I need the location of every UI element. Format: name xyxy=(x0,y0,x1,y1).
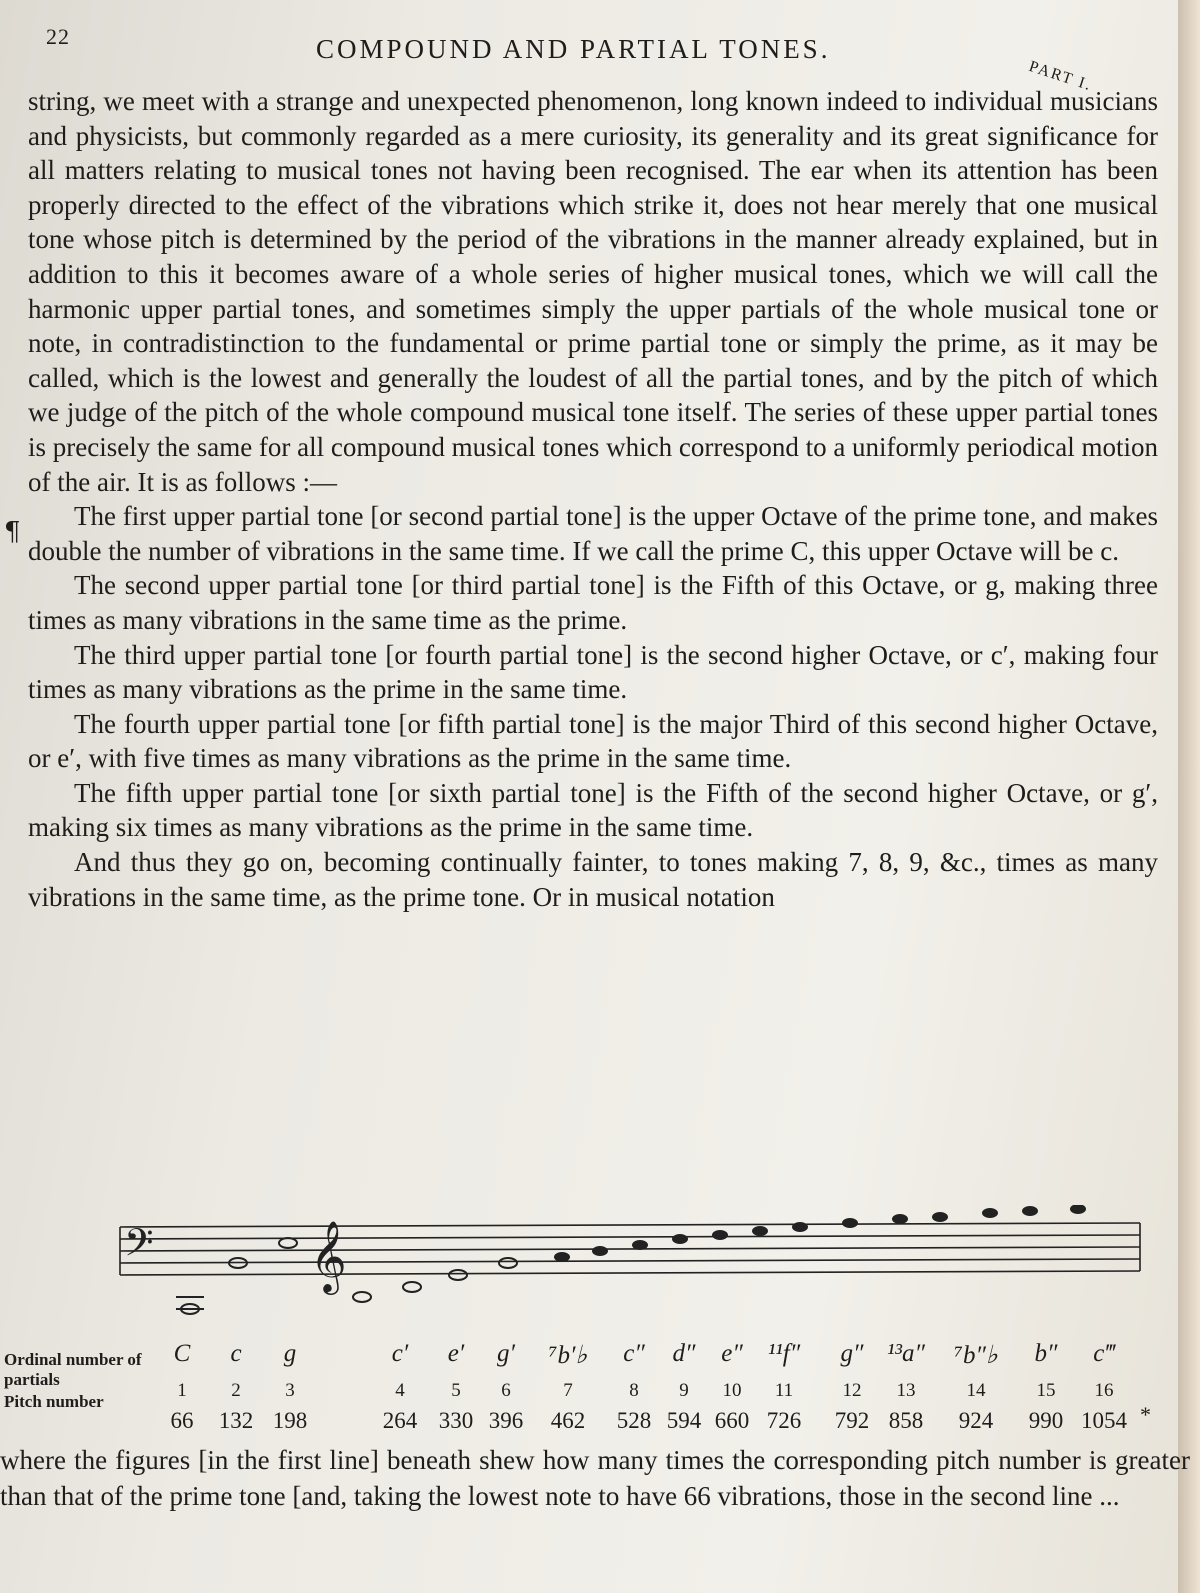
partial-ordinal: 9 xyxy=(679,1380,689,1401)
partial-note-name: ¹¹f″ xyxy=(767,1340,801,1367)
paragraph-fourth-partial: The fourth upper partial tone [or fifth partial tone] is the major Third of this second higher Octave, or e′, with five times as many vibrations as the prime in the same time. xyxy=(28,708,1158,774)
partial-note-name: ⁷b″♭ xyxy=(954,1342,998,1369)
partial-pitch-number: 132 xyxy=(218,1408,254,1433)
partial-ordinal: 14 xyxy=(966,1380,986,1401)
partial-pitch-number: 990 xyxy=(1028,1408,1064,1433)
partial-ordinal: 8 xyxy=(629,1380,639,1401)
partial-note-name: ¹³a″ xyxy=(887,1340,925,1367)
partial-note-name: C xyxy=(173,1340,191,1367)
partial-note-name: c xyxy=(230,1340,242,1367)
partial-note-name: c″ xyxy=(623,1340,645,1367)
partial-pitch-number: 660 xyxy=(714,1408,750,1433)
partial-pitch-number: 330 xyxy=(438,1408,474,1433)
paragraph-third-partial: The third upper partial tone [or fourth partial tone] is the second higher Octave, or c′, making four times as many vibrations as the prime in the same time. xyxy=(28,639,1158,705)
paragraph-mark: ¶ xyxy=(4,517,21,547)
partial-note-name: g xyxy=(283,1340,297,1367)
paragraph-explanation: where the figures [in the first line] beneath shew how many times the corresponding pitch number is greater than that of the prime tone [and, taking the lowest note to have 66 vibrations, those in the second line ... xyxy=(0,1445,1190,1511)
partial-note-name: e″ xyxy=(721,1340,743,1367)
part-label: PART I. xyxy=(1026,58,1095,95)
partial-pitch-number: 198 xyxy=(272,1408,308,1433)
pitch-label: Pitch number xyxy=(4,1392,104,1411)
partial-pitch-number: 726 xyxy=(766,1408,802,1433)
partial-note-name: c′ xyxy=(391,1340,409,1367)
partial-ordinal: 6 xyxy=(501,1380,511,1401)
partial-note-name: b″ xyxy=(1034,1340,1058,1367)
partial-ordinal: 2 xyxy=(231,1380,241,1401)
paragraph-second-partial: The second upper partial tone [or third partial tone] is the Fifth of this Octave, or g, making three times as many vibrations in the same time as the prime. xyxy=(28,570,1158,635)
partial-ordinal: 5 xyxy=(451,1380,461,1401)
partial-ordinal: 15 xyxy=(1036,1380,1056,1401)
running-title: COMPOUND AND PARTIAL TONES. xyxy=(316,34,831,64)
asterisk-note: * xyxy=(1140,1402,1151,1427)
partial-pitch-number: 594 xyxy=(666,1408,702,1433)
partial-pitch-number: 792 xyxy=(834,1408,870,1433)
paragraph-notation-intro: And thus they go on, becoming continually fainter, to tones making 7, 8, 9, &c., times as many vibrations in the same time, as the prime tone. Or in musical notation xyxy=(28,847,1158,912)
partial-ordinal: 12 xyxy=(842,1380,862,1401)
page-number: 22 xyxy=(46,24,70,49)
musical-notation xyxy=(110,1205,1150,1325)
treble-clef-icon: 𝄞 xyxy=(310,1219,347,1292)
partial-ordinal: 1 xyxy=(177,1380,187,1401)
partial-ordinal: 3 xyxy=(285,1380,295,1401)
partial-ordinal: 10 xyxy=(722,1380,742,1401)
partials-table xyxy=(0,1330,1200,1440)
bass-clef-icon: 𝄢 xyxy=(124,1220,154,1274)
partial-note-name: ⁷b′♭ xyxy=(548,1342,588,1369)
partial-ordinal: 7 xyxy=(563,1380,573,1401)
partial-note-name: c‴ xyxy=(1093,1340,1115,1367)
paragraph-fifth-partial: The fifth upper partial tone [or sixth partial tone] is the Fifth of the second higher Octave, or g′, making six times as many vibrations as the prime in the same time. xyxy=(28,777,1158,843)
paragraph-intro: string, we meet with a strange and unexpected phenomenon, long known indeed to individual musicians and physicists, but commonly regarded as a mere curiosity, its generality and its great significance for all matters relating to musical tones not having been recognised. The ear when its attention has been properly directed to the effect of the vibrations which strike it, does not hear merely that one musical tone whose pitch is determined by the period of the vibrations in the manner already explained, but in addition to this it becomes aware of a whole series of higher musical tones, which we will call the harmonic upper partial tones, and sometimes simply the upper partials of the whole musical tone or note, in contradistinction to the fundamental or prime partial tone or simply the prime, as it may be called, which is the lowest and generally the loudest of all the partial tones, and by the pitch of which we judge of the pitch of the whole compound musical tone itself. The series of these upper partial tones is precisely the same for all compound musical tones which correspond to a uniformly periodical motion of the air. It is as follows :— xyxy=(28,86,1158,497)
partial-note-name: g″ xyxy=(840,1340,864,1367)
partial-ordinal: 11 xyxy=(774,1380,794,1401)
partial-ordinal: 16 xyxy=(1094,1380,1114,1401)
partial-ordinal: 4 xyxy=(395,1380,405,1401)
partial-pitch-number: 924 xyxy=(958,1408,994,1433)
paragraph-first-partial: The first upper partial tone [or second partial tone] is the upper Octave of the prime tone, and makes double the number of vibrations in the same time. If we call the prime C, this upper Octave will be c. xyxy=(28,501,1158,566)
partial-pitch-number: 462 xyxy=(550,1408,586,1433)
partial-pitch-number: 66 xyxy=(170,1408,194,1433)
partial-pitch-number: 264 xyxy=(382,1408,418,1433)
partial-pitch-number: 858 xyxy=(888,1408,924,1433)
body-text xyxy=(28,84,1158,914)
partial-pitch-number: 396 xyxy=(488,1408,524,1433)
partial-ordinal: 13 xyxy=(896,1380,916,1401)
partial-pitch-number: 1054 xyxy=(1081,1408,1127,1433)
ordinal-label: Ordinal number of partials xyxy=(4,1350,142,1389)
continuation-text xyxy=(0,1442,1190,1514)
partial-note-name: d″ xyxy=(672,1340,696,1367)
page-header xyxy=(0,22,1200,95)
partial-note-name: e′ xyxy=(447,1340,465,1367)
partial-note-name: g′ xyxy=(497,1340,515,1367)
partial-pitch-number: 528 xyxy=(616,1408,652,1433)
